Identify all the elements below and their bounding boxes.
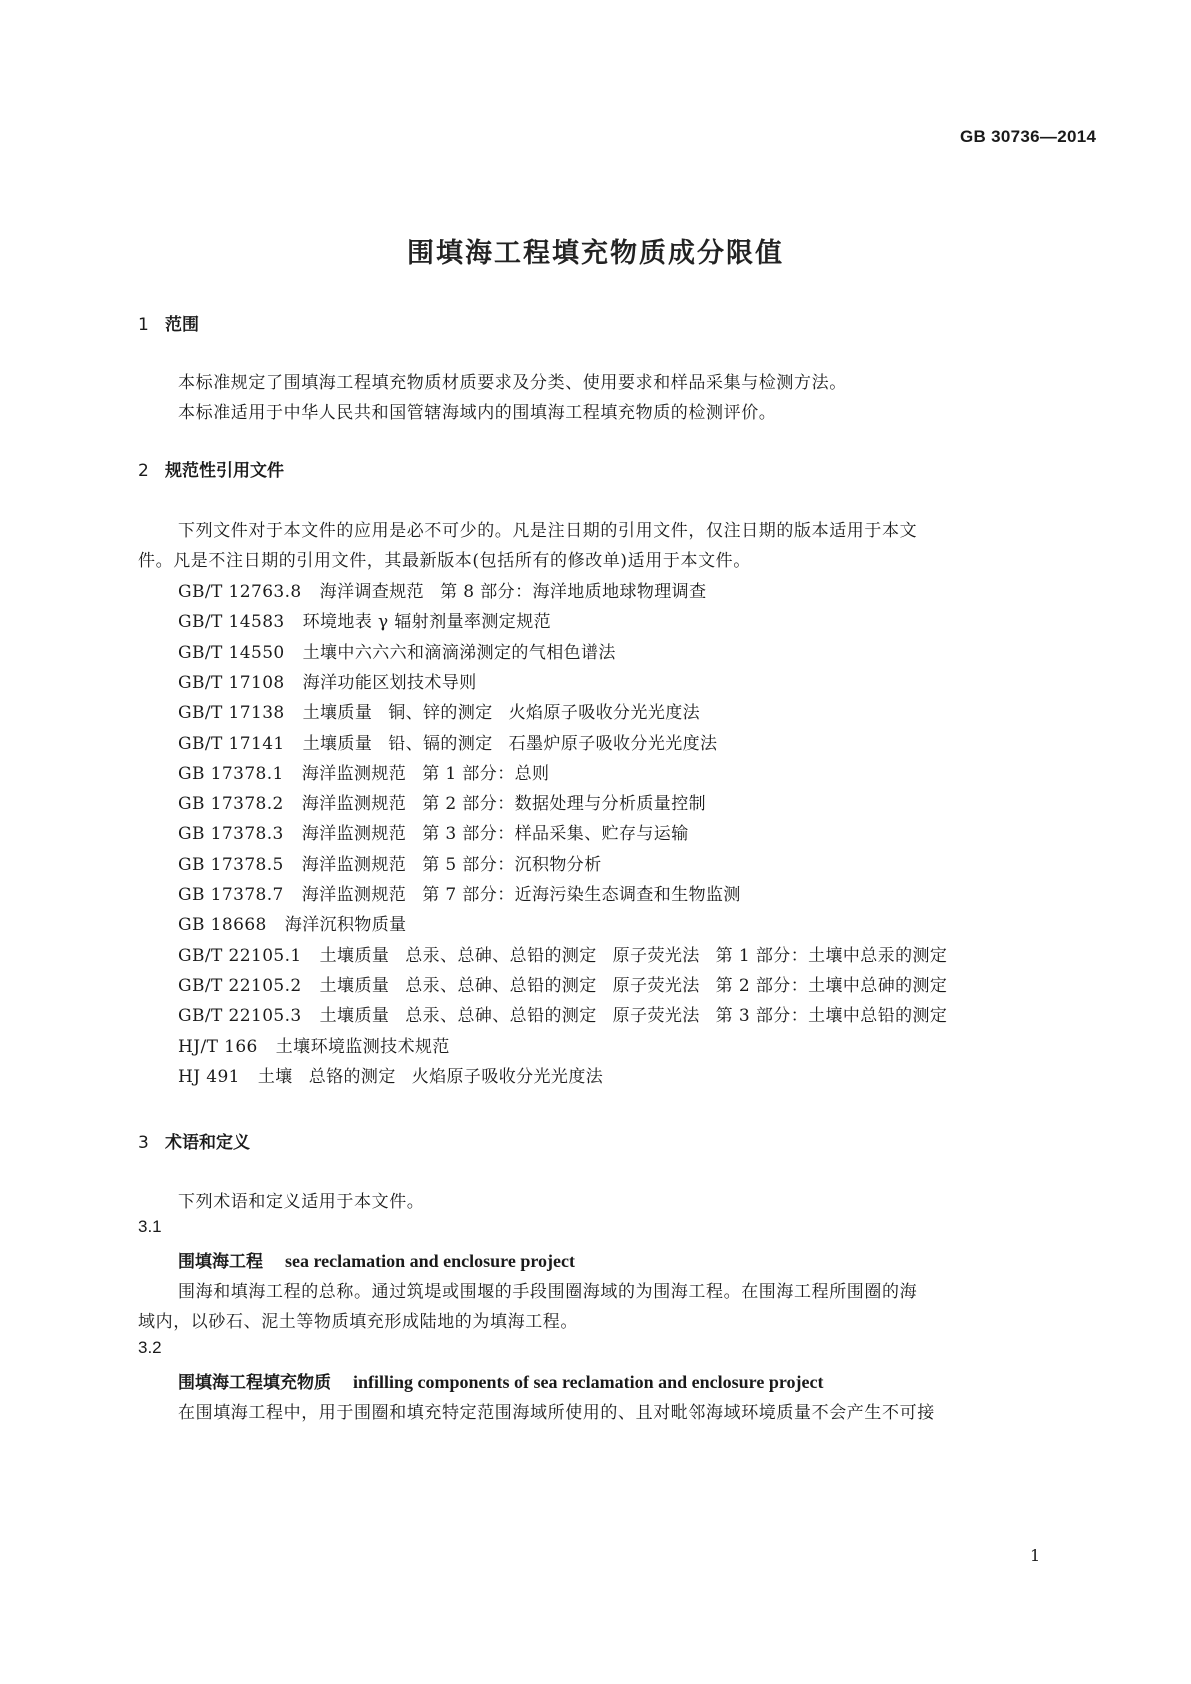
reference-code: GB/T 14583 xyxy=(178,612,285,632)
reference-code: GB/T 17138 xyxy=(178,703,285,723)
reference-title-part: 原子荧光法 xyxy=(612,946,700,966)
reference-title-part: 海洋监测规范 xyxy=(301,885,407,905)
reference-item xyxy=(178,1062,603,1087)
term-definition: 围海和填海工程的总称。通过筑堤或围堰的手段围圈海域的为围海工程。在围海工程所围圈的海 xyxy=(178,1282,918,1302)
reference-title-part: 海洋监测规范 xyxy=(301,855,407,875)
section-title: 范围 xyxy=(165,315,199,335)
term-definition: 在围填海工程中，用于围圈和填充特定范围海域所使用的、且对毗邻海域环境质量不会产生不可接 xyxy=(178,1403,935,1423)
reference-code: HJ 491 xyxy=(178,1067,240,1087)
reference-title-part: 第 3 部分：样品采集、贮存与运输 xyxy=(422,824,689,844)
reference-title-part: 石墨炉原子吸收分光光度法 xyxy=(508,734,718,754)
paragraph: 本标准适用于中华人民共和国管辖海域内的围填海工程填充物质的检测评价。 xyxy=(178,403,777,423)
standard-code: GB 30736—2014 xyxy=(960,127,1097,146)
reference-title-part: 土壤质量 xyxy=(302,703,373,723)
reference-item xyxy=(178,880,741,905)
reference-title-part: 海洋监测规范 xyxy=(301,794,407,814)
reference-code: GB/T 12763.8 xyxy=(178,582,302,602)
section-number: 1 xyxy=(138,315,149,335)
paragraph: 下列术语和定义适用于本文件。 xyxy=(178,1192,425,1212)
document-title: 围填海工程填充物质成分限值 xyxy=(407,238,784,269)
reference-title-part: 土壤中六六六和滴滴涕测定的气相色谱法 xyxy=(302,643,616,663)
section-number: 3 xyxy=(138,1133,149,1153)
reference-title-part: 土壤环境监测技术规范 xyxy=(275,1037,450,1057)
section-heading-scope xyxy=(138,310,199,335)
reference-item xyxy=(178,850,602,875)
section-title: 规范性引用文件 xyxy=(165,461,284,481)
reference-title-part: 总汞、总砷、总铅的测定 xyxy=(405,1006,597,1026)
reference-title-part: 原子荧光法 xyxy=(612,1006,700,1026)
reference-title-part: 铜、锌的测定 xyxy=(388,703,493,723)
reference-item xyxy=(178,1001,947,1026)
reference-item xyxy=(178,729,717,754)
reference-title-part: 海洋调查规范 xyxy=(319,582,425,602)
reference-title-part: 第 1 部分：总则 xyxy=(422,764,550,784)
reference-title-part: 海洋沉积物质量 xyxy=(284,915,407,935)
section-heading-terms xyxy=(138,1128,250,1153)
section-number: 2 xyxy=(138,461,149,481)
reference-title-part: 第 2 部分：土壤中总砷的测定 xyxy=(715,976,948,996)
paragraph: 件。凡是不注日期的引用文件，其最新版本(包括所有的修改单)适用于本文件。 xyxy=(138,551,751,571)
term-en: infilling components of sea reclamation and enclosure project xyxy=(353,1372,824,1392)
paragraph: 下列文件对于本文件的应用是必不可少的。凡是注日期的引用文件，仅注日期的版本适用于本文 xyxy=(178,521,918,541)
reference-item xyxy=(178,759,549,784)
reference-title-part: 环境地表 γ 辐射剂量率测定规范 xyxy=(302,612,551,632)
reference-title-part: 土壤质量 xyxy=(319,976,390,996)
reference-title-part: 土壤质量 xyxy=(302,734,373,754)
reference-item xyxy=(178,819,689,844)
term-en: sea reclamation and enclosure project xyxy=(285,1251,575,1271)
reference-title-part: 第 1 部分：土壤中总汞的测定 xyxy=(715,946,948,966)
reference-title-part: 总汞、总砷、总铅的测定 xyxy=(405,946,597,966)
term-zh: 围填海工程 xyxy=(178,1252,263,1272)
reference-title-part: 火焰原子吸收分光光度法 xyxy=(411,1067,604,1087)
reference-item xyxy=(178,698,700,723)
reference-code: GB 17378.7 xyxy=(178,885,284,905)
reference-title-part: 第 8 部分：海洋地质地球物理调查 xyxy=(440,582,707,602)
reference-item xyxy=(178,577,707,602)
reference-title-part: 土壤质量 xyxy=(319,946,390,966)
term-definition: 域内，以砂石、泥土等物质填充形成陆地的为填海工程。 xyxy=(138,1312,578,1332)
reference-code: GB 17378.2 xyxy=(178,794,284,814)
reference-code: GB/T 22105.1 xyxy=(178,946,302,966)
reference-code: GB/T 17108 xyxy=(178,673,285,693)
reference-code: GB/T 17141 xyxy=(178,734,285,754)
reference-title-part: 海洋监测规范 xyxy=(301,824,407,844)
term-entry xyxy=(178,1368,823,1393)
reference-title-part: 火焰原子吸收分光光度法 xyxy=(508,703,701,723)
paragraph: 本标准规定了围填海工程填充物质材质要求及分类、使用要求和样品采集与检测方法。 xyxy=(178,373,847,393)
reference-title-part: 土壤 xyxy=(257,1067,293,1087)
page-number: 1 xyxy=(1030,1546,1041,1565)
reference-code: GB/T 22105.2 xyxy=(178,976,302,996)
reference-code: GB 17378.3 xyxy=(178,824,284,844)
reference-code: GB/T 22105.3 xyxy=(178,1006,302,1026)
reference-title-part: 土壤质量 xyxy=(319,1006,390,1026)
reference-title-part: 原子荧光法 xyxy=(612,976,700,996)
reference-title-part: 海洋监测规范 xyxy=(301,764,407,784)
reference-title-part: 总铬的测定 xyxy=(308,1067,396,1087)
reference-item xyxy=(178,910,407,935)
reference-title-part: 第 3 部分：土壤中总铅的测定 xyxy=(715,1006,948,1026)
reference-title-part: 总汞、总砷、总铅的测定 xyxy=(405,976,597,996)
reference-title-part: 第 5 部分：沉积物分析 xyxy=(422,855,602,875)
section-heading-normative-references xyxy=(138,456,284,481)
reference-item xyxy=(178,941,947,966)
reference-code: GB 18668 xyxy=(178,915,267,935)
reference-title-part: 第 2 部分：数据处理与分析质量控制 xyxy=(422,794,707,814)
reference-code: GB 17378.1 xyxy=(178,764,284,784)
reference-title-part: 海洋功能区划技术导则 xyxy=(302,673,477,693)
section-title: 术语和定义 xyxy=(165,1133,250,1153)
reference-item xyxy=(178,607,551,632)
term-number: 3.1 xyxy=(138,1217,162,1236)
reference-code: GB/T 14550 xyxy=(178,643,285,663)
reference-item xyxy=(178,789,706,814)
reference-item xyxy=(178,638,616,663)
term-number: 3.2 xyxy=(138,1338,162,1357)
term-zh: 围填海工程填充物质 xyxy=(178,1373,331,1393)
reference-code: HJ/T 166 xyxy=(178,1037,258,1057)
reference-item xyxy=(178,971,947,996)
reference-item xyxy=(178,1032,450,1057)
reference-code: GB 17378.5 xyxy=(178,855,284,875)
reference-title-part: 铅、镉的测定 xyxy=(388,734,493,754)
term-entry xyxy=(178,1247,575,1272)
reference-item xyxy=(178,668,477,693)
reference-title-part: 第 7 部分：近海污染生态调查和生物监测 xyxy=(422,885,741,905)
